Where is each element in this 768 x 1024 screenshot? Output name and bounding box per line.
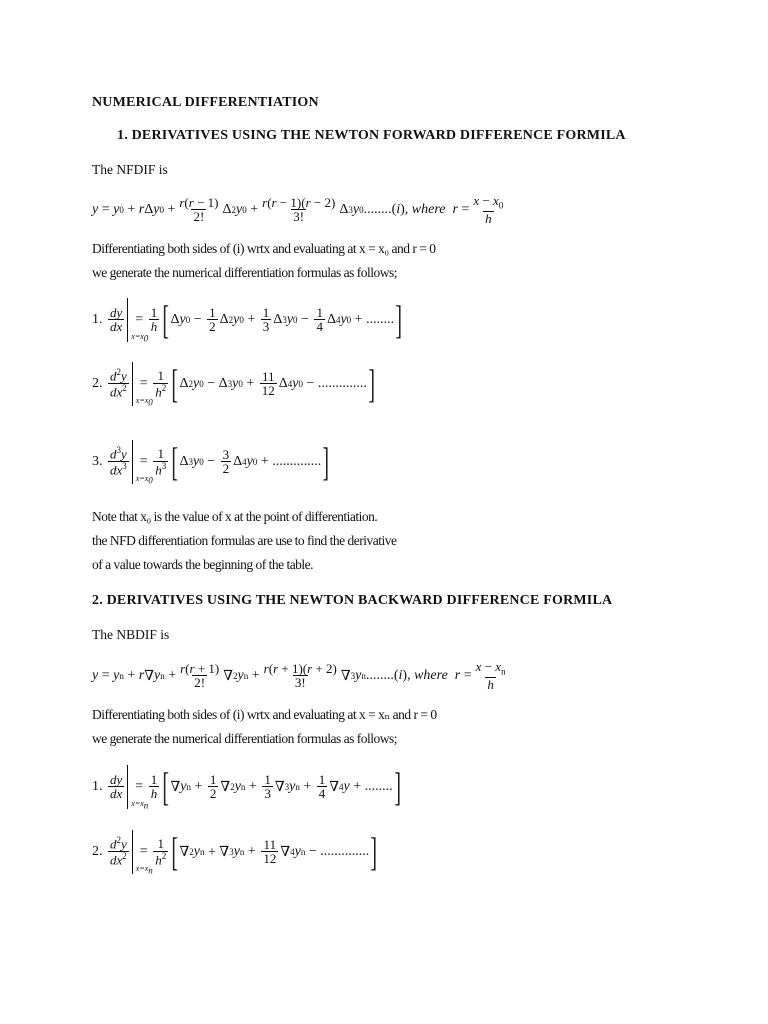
nfd-formula-1: 1. $\frac{dy}{dx}$ $x=x_0$ = $\frac{1}{h}$ [ Δ y 0 − $\frac{1}{2}$ Δ 2 y 0 + $\frac{1}{3}$ Δ 3 y 0 − $\frac{1}{4}$ Δ 4 y 0 + ........ ] <box>92 297 403 344</box>
note-line-3: of a value towards the beginning of the table. <box>92 557 314 572</box>
section-1-intro: The NFDIF is <box>92 162 168 177</box>
section-1-heading: 1. DERIVATIVES USING THE NEWTON FORWARD DIFFERENCE FORMILA <box>117 128 626 143</box>
formula-number: 2. <box>92 844 103 859</box>
nfdif-equation: y = y 0 + r Δ y 0 + $\frac{r(r - 1)}{2!}$ Δ 2 y 0 + $\frac{r(r - 1)(r - 2)}{3!}$ Δ 3 y 0 ........( i ), where r = $\frac{x - x_0}{h}$ <box>92 193 504 227</box>
formula-number: 1. <box>92 312 103 327</box>
section-1-differentiating: Differentiating both sides of (i) wrtx and evaluating at x = x₀ and r = 0 <box>92 241 436 256</box>
nbd-formula-2: 2. $\frac{d^2y}{dx^2}$ $x=x_n$ = $\frac{1}{h^2}$ [ ∇ 2 y n + ∇ 3 y n + $\frac{11}{12}$ ∇ 4 y n − .............. ] <box>92 829 378 876</box>
formula-number: 3. <box>92 454 103 469</box>
nbdif-equation: y = y n + r ∇ y n + $\frac{r(r + 1)}{2!}$ ∇ 2 y n + $\frac{r(r + 1)(r + 2)}{3!}$ ∇ 3 y n ........( i ), where r = $\frac{x - x_n}{h}$ <box>92 659 506 693</box>
nfd-formula-3: 3. $\frac{d^3y}{dx^3}$ $x=x_0$ = $\frac{1}{h^3}$ [ Δ 3 y 0 − $\frac{3}{2}$ Δ 4 y 0 + .............. ] <box>92 439 330 486</box>
section-2-intro: The NBDIF is <box>92 627 170 642</box>
note-line-1: Note that x₀ is the value of x at the point of differentiation. <box>92 509 378 524</box>
nfd-formula-2: 2. $\frac{d^2y}{dx^2}$ $x=x_0$ = $\frac{1}{h^2}$ [ Δ 2 y 0 − Δ 3 y 0 + $\frac{11}{12}$ Δ 4 y 0 − .............. ] <box>92 361 375 408</box>
section-1-generate: we generate the numerical differentiation formulas as follows; <box>92 265 398 280</box>
section-2-generate: we generate the numerical differentiation formulas as follows; <box>92 731 398 746</box>
formula-number: 2. <box>92 376 103 391</box>
section-2-heading: 2. DERIVATIVES USING THE NEWTON BACKWARD DIFFERENCE FORMILA <box>92 593 613 608</box>
section-2-differentiating: Differentiating both sides of (i) wrtx and evaluating at x = xₙ and r = 0 <box>92 707 437 722</box>
nbd-formula-1: 1. $\frac{dy}{dx}$ $x=x_n$ = $\frac{1}{h}$ [ ∇ y n + $\frac{1}{2}$ ∇ 2 y n + $\frac{1}{3}$ ∇ 3 y n + $\frac{1}{4}$ ∇ 4 y + ........ ] <box>92 764 401 811</box>
document-title: NUMERICAL DIFFERENTIATION <box>92 95 319 110</box>
formula-number: 1. <box>92 779 103 794</box>
note-line-2: the NFD differentiation formulas are use to find the derivative <box>92 533 397 548</box>
